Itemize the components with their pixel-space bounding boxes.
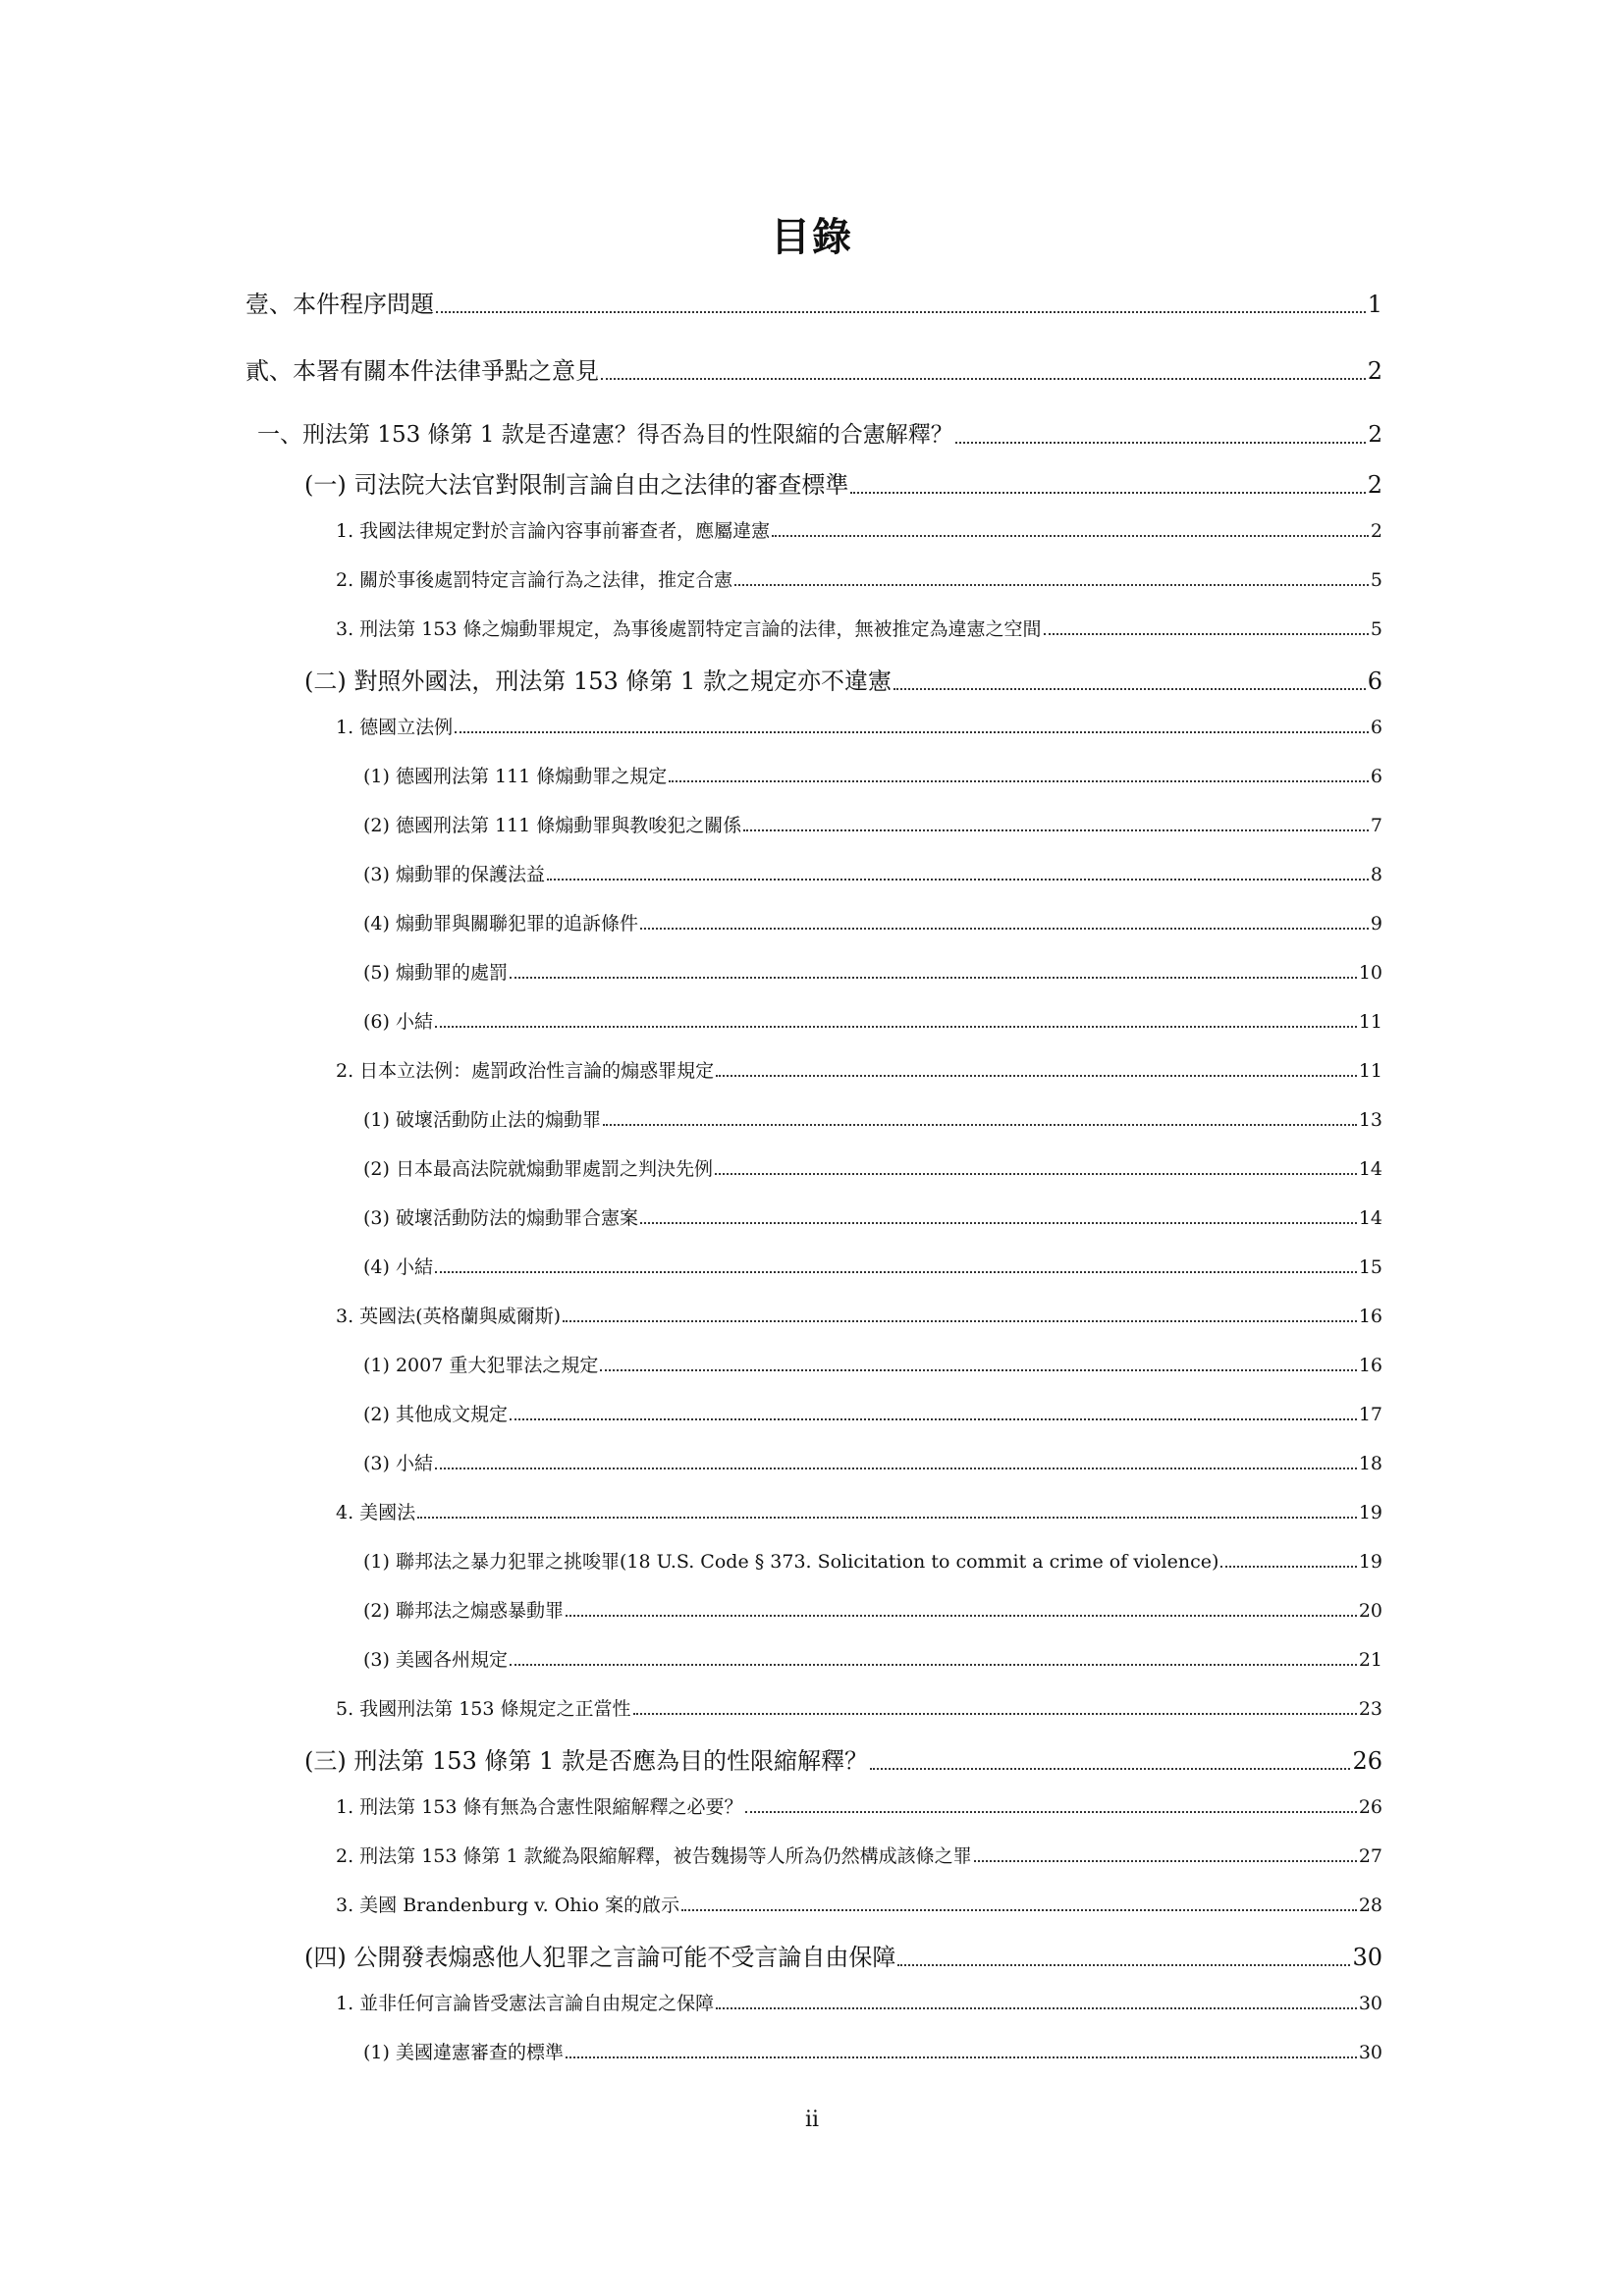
toc-entry-label: (2) 聯邦法之煽惑暴動罪 bbox=[363, 1600, 564, 1622]
toc-entry-label: (6) 小結 bbox=[363, 1011, 433, 1033]
toc-entry-page: 26 bbox=[1358, 1796, 1382, 1818]
dot-leader bbox=[640, 1222, 1357, 1224]
dot-leader bbox=[435, 1271, 1357, 1273]
toc-entry-label: (二) 對照外國法，刑法第 153 條第 1 款之規定亦不違憲 bbox=[304, 667, 892, 695]
toc-entry bbox=[245, 357, 1382, 386]
toc-entry bbox=[363, 1600, 1382, 1623]
dot-leader bbox=[772, 535, 1369, 537]
dot-leader bbox=[417, 1517, 1357, 1519]
dot-leader bbox=[455, 731, 1369, 733]
toc-entry-label: 4. 美國法 bbox=[336, 1502, 416, 1523]
toc-entry bbox=[336, 1895, 1382, 1917]
toc-entry-label: (3) 美國各州規定 bbox=[363, 1649, 508, 1671]
toc-entry-label: 2. 刑法第 153 條第 1 款縱為限縮解釋，被告魏揚等人所為仍然構成該條之罪 bbox=[336, 1845, 972, 1867]
toc-entry bbox=[304, 667, 1382, 696]
toc-entry-page: 7 bbox=[1370, 815, 1382, 836]
toc-entry-label: (1) 美國違憲審查的標準 bbox=[363, 2042, 564, 2063]
toc-entry-label: (3) 小結 bbox=[363, 1453, 433, 1474]
page-number: ii bbox=[804, 2108, 820, 2132]
dot-leader bbox=[435, 1026, 1357, 1028]
toc-entry-page: 2 bbox=[1370, 520, 1382, 542]
toc-entry-page: 5 bbox=[1370, 569, 1382, 591]
dot-leader bbox=[870, 1768, 1351, 1770]
toc-entry-page: 19 bbox=[1358, 1502, 1382, 1523]
toc-entry bbox=[336, 1060, 1382, 1083]
toc-entry bbox=[336, 717, 1382, 739]
toc-entry-page: 13 bbox=[1358, 1109, 1382, 1131]
toc-entry-label: 3. 刑法第 153 條之煽動罪規定，為事後處罰特定言論的法律，無被推定為違憲之空間 bbox=[336, 618, 1042, 640]
dot-leader bbox=[850, 492, 1365, 494]
toc-entry-page: 2 bbox=[1368, 422, 1382, 448]
toc-entry bbox=[304, 1747, 1382, 1776]
dot-leader bbox=[566, 2056, 1357, 2058]
toc-entry bbox=[363, 962, 1382, 985]
dot-leader bbox=[1220, 1566, 1356, 1568]
toc-entry-page: 23 bbox=[1358, 1698, 1382, 1720]
toc-entry bbox=[363, 1551, 1382, 1574]
toc-entry-page: 19 bbox=[1358, 1551, 1382, 1573]
toc-entry-page: 2 bbox=[1367, 471, 1382, 499]
toc-entry-label: 3. 美國 Brandenburg v. Ohio 案的啟示 bbox=[336, 1895, 680, 1916]
toc-entry-label: (1) 聯邦法之暴力犯罪之挑唆罪(18 U.S. Code § 373. Solicitation to commit a crime of violence) bbox=[363, 1551, 1219, 1573]
toc-entry-page: 1 bbox=[1367, 291, 1382, 318]
dot-leader bbox=[955, 442, 1367, 444]
toc-entry bbox=[363, 1256, 1382, 1279]
toc-entry bbox=[336, 1502, 1382, 1524]
toc-entry-page: 2 bbox=[1367, 357, 1382, 385]
toc-entry bbox=[336, 1993, 1382, 2015]
dot-leader bbox=[669, 780, 1369, 782]
toc-title: 目錄 bbox=[771, 214, 853, 260]
toc-entry-page: 5 bbox=[1370, 618, 1382, 640]
toc-entry bbox=[304, 471, 1382, 500]
toc-entry bbox=[336, 569, 1382, 592]
toc-entry bbox=[363, 1109, 1382, 1132]
toc-entry-label: 壹、本件程序問題 bbox=[245, 291, 434, 318]
toc-entry bbox=[363, 1649, 1382, 1672]
toc-entry-label: (三) 刑法第 153 條第 1 款是否應為目的性限縮解釋？ bbox=[304, 1747, 868, 1775]
toc-entry-label: (5) 煽動罪的處罰 bbox=[363, 962, 508, 984]
toc-entry bbox=[363, 1207, 1382, 1230]
toc-entry-label: (2) 日本最高法院就煽動罪處罰之判決先例 bbox=[363, 1158, 713, 1180]
toc-entry-label: (1) 2007 重大犯罪法之規定 bbox=[363, 1355, 599, 1376]
dot-leader bbox=[510, 1418, 1357, 1420]
toc-entry bbox=[363, 913, 1382, 935]
toc-entry bbox=[336, 1698, 1382, 1721]
dot-leader bbox=[603, 1124, 1357, 1126]
toc-entry-label: 5. 我國刑法第 153 條規定之正當性 bbox=[336, 1698, 631, 1720]
dot-leader bbox=[547, 879, 1369, 881]
dot-leader bbox=[601, 378, 1366, 380]
dot-leader bbox=[681, 1909, 1357, 1911]
dot-leader bbox=[563, 1320, 1357, 1322]
toc-entry-page: 6 bbox=[1370, 766, 1382, 787]
toc-entry-label: (3) 煽動罪的保護法益 bbox=[363, 864, 545, 885]
toc-entry bbox=[257, 422, 1382, 450]
toc-entry-label: 1. 我國法律規定對於言論內容事前審查者，應屬違憲 bbox=[336, 520, 771, 542]
dot-leader bbox=[436, 311, 1366, 313]
toc-entry-page: 11 bbox=[1358, 1060, 1382, 1082]
toc-entry-page: 15 bbox=[1358, 1256, 1382, 1278]
toc-entry-page: 30 bbox=[1358, 1993, 1382, 2014]
toc-entry-label: (4) 煽動罪與關聯犯罪的追訴條件 bbox=[363, 913, 638, 934]
dot-leader bbox=[715, 1173, 1357, 1175]
toc-entry-label: (一) 司法院大法官對限制言論自由之法律的審查標準 bbox=[304, 471, 849, 499]
toc-entry-label: (3) 破壞活動防法的煽動罪合憲案 bbox=[363, 1207, 638, 1229]
dot-leader bbox=[716, 1075, 1357, 1077]
toc-entry bbox=[363, 815, 1382, 837]
dot-leader bbox=[600, 1369, 1356, 1371]
toc-entry bbox=[363, 1158, 1382, 1181]
toc-entry-page: 27 bbox=[1358, 1845, 1382, 1867]
toc-entry-page: 28 bbox=[1358, 1895, 1382, 1916]
toc-entry bbox=[336, 1796, 1382, 1819]
toc-entry-label: (2) 德國刑法第 111 條煽動罪與教唆犯之關係 bbox=[363, 815, 742, 836]
toc-entry-page: 30 bbox=[1352, 1944, 1382, 1971]
toc-entry bbox=[363, 1404, 1382, 1426]
toc-entry-page: 11 bbox=[1358, 1011, 1382, 1033]
toc-entry bbox=[336, 1845, 1382, 1868]
toc-entry-page: 16 bbox=[1358, 1306, 1382, 1327]
toc-entry-page: 17 bbox=[1358, 1404, 1382, 1425]
toc-entry bbox=[245, 291, 1382, 319]
dot-leader bbox=[897, 1964, 1350, 1966]
toc-entry bbox=[363, 2042, 1382, 2064]
toc-entry-label: 1. 德國立法例 bbox=[336, 717, 454, 738]
toc-entry-label: (1) 破壞活動防止法的煽動罪 bbox=[363, 1109, 601, 1131]
dot-leader bbox=[566, 1615, 1357, 1617]
toc-entry-label: (2) 其他成文規定 bbox=[363, 1404, 508, 1425]
dot-leader bbox=[743, 829, 1369, 831]
dot-leader bbox=[893, 688, 1366, 690]
dot-leader bbox=[974, 1860, 1357, 1862]
toc-entry-page: 10 bbox=[1358, 962, 1382, 984]
toc-entry-page: 21 bbox=[1358, 1649, 1382, 1671]
dot-leader bbox=[510, 1664, 1357, 1666]
toc-entry-label: 2. 日本立法例：處罰政治性言論的煽惑罪規定 bbox=[336, 1060, 715, 1082]
toc-entry bbox=[363, 1355, 1382, 1377]
toc-entry-page: 14 bbox=[1358, 1158, 1382, 1180]
dot-leader bbox=[745, 1811, 1357, 1813]
toc-entry-page: 20 bbox=[1358, 1600, 1382, 1622]
dot-leader bbox=[633, 1713, 1357, 1715]
dot-leader bbox=[640, 928, 1369, 930]
toc-entry-label: (四) 公開發表煽惑他人犯罪之言論可能不受言論自由保障 bbox=[304, 1944, 896, 1971]
dot-leader bbox=[510, 977, 1357, 979]
toc-entry-page: 6 bbox=[1370, 717, 1382, 738]
toc-entry-page: 9 bbox=[1370, 913, 1382, 934]
toc-entry-page: 26 bbox=[1352, 1747, 1382, 1775]
toc-entry-page: 8 bbox=[1370, 864, 1382, 885]
toc-entry bbox=[336, 520, 1382, 543]
toc-entry bbox=[304, 1944, 1382, 1972]
toc-entry bbox=[363, 1011, 1382, 1034]
toc-entry-label: 貳、本署有關本件法律爭點之意見 bbox=[245, 357, 599, 385]
toc-entry-page: 6 bbox=[1367, 667, 1382, 695]
toc-entry-page: 16 bbox=[1358, 1355, 1382, 1376]
toc-entry bbox=[336, 618, 1382, 641]
dot-leader bbox=[716, 2007, 1357, 2009]
toc-entry-label: 1. 刑法第 153 條有無為合憲性限縮解釋之必要？ bbox=[336, 1796, 743, 1818]
dot-leader bbox=[734, 584, 1369, 586]
toc-entry-label: (4) 小結 bbox=[363, 1256, 433, 1278]
toc-entry-page: 30 bbox=[1358, 2042, 1382, 2063]
toc-entry-page: 18 bbox=[1358, 1453, 1382, 1474]
toc-entry bbox=[363, 864, 1382, 886]
toc-entry-label: 1. 並非任何言論皆受憲法言論自由規定之保障 bbox=[336, 1993, 715, 2014]
toc-entry bbox=[363, 766, 1382, 788]
toc-entry-label: 2. 關於事後處罰特定言論行為之法律，推定合憲 bbox=[336, 569, 733, 591]
toc-entry-label: (1) 德國刑法第 111 條煽動罪之規定 bbox=[363, 766, 668, 787]
dot-leader bbox=[1044, 633, 1369, 635]
toc-entry-label: 3. 英國法(英格蘭與威爾斯) bbox=[336, 1306, 561, 1327]
toc-entry bbox=[363, 1453, 1382, 1475]
dot-leader bbox=[435, 1468, 1357, 1469]
toc-entry-page: 14 bbox=[1358, 1207, 1382, 1229]
toc-entry bbox=[336, 1306, 1382, 1328]
toc-entry-label: 一、刑法第 153 條第 1 款是否違憲？得否為目的性限縮的合憲解釋？ bbox=[257, 422, 953, 448]
